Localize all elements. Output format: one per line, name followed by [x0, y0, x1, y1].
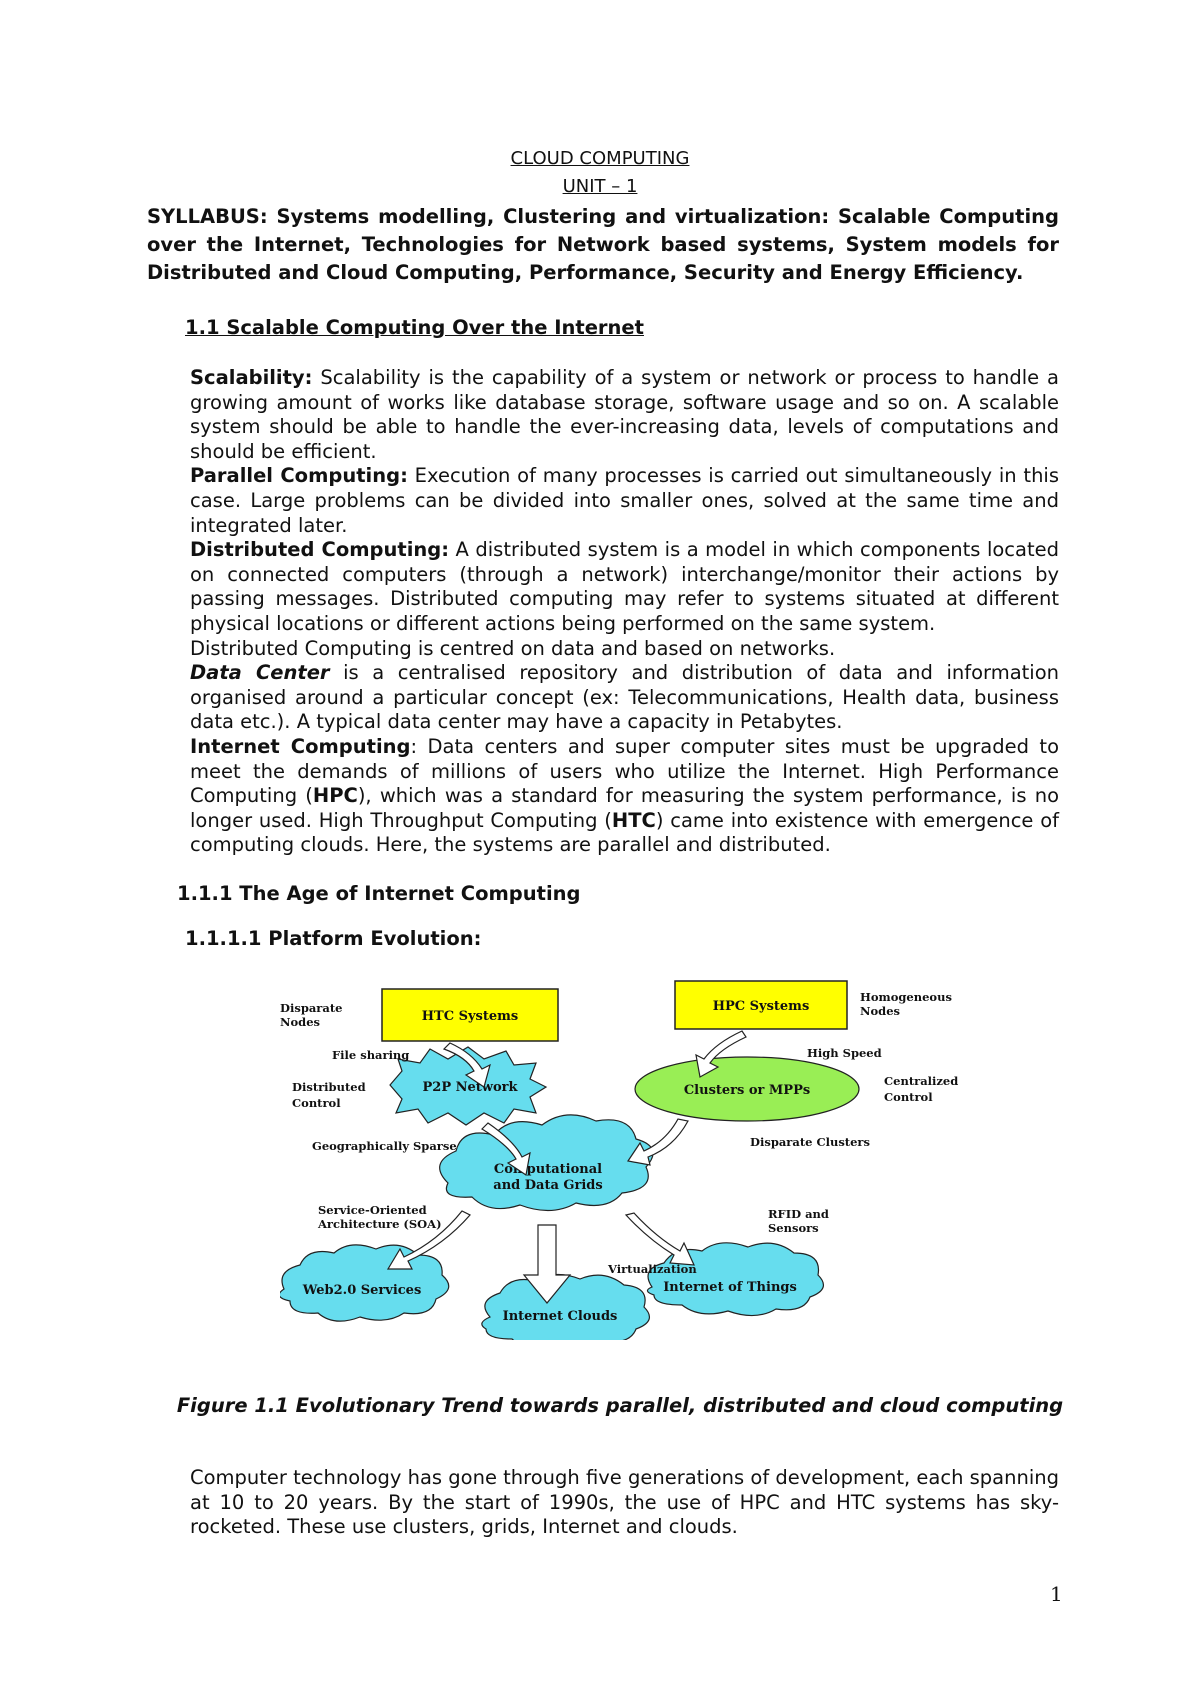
label-geographically-sparse: Geographically Sparse [312, 1139, 457, 1153]
paragraph-text: is a centralised repository and distribution of data and information organised around a particular concept (ex: Telecommunications, Health data, business data etc.). A typical data center may have a capacity in Petabytes. [190, 661, 1060, 734]
iot-label: Internet of Things [663, 1280, 797, 1295]
label-disparate-nodes-2: Nodes [280, 1015, 321, 1029]
paragraph-text: A distributed system is a model in which components located on connected computers (through a network) interchange/monitor their actions by passing messages. Distributed computing may refer to systems situated at different physical locations or different actions being performed on the same system. [190, 538, 1059, 635]
label-distributed-control-1: Distributed [292, 1080, 366, 1094]
label-soa-2: Architecture (SOA) [318, 1217, 442, 1231]
term: Parallel Computing: [190, 464, 408, 488]
label-homogeneous-nodes-1: Homogeneous [860, 990, 952, 1004]
paragraph-distributed [190, 538, 1059, 636]
figure-caption: Figure 1.1 Evolutionary Trend towards parallel, distributed and cloud computing [176, 1394, 1064, 1417]
paragraph-internet-computing [190, 735, 1059, 858]
term: Data Center [190, 661, 330, 685]
label-virtualization: Virtualization [608, 1262, 697, 1276]
paragraph-parallel [190, 464, 1059, 538]
paragraph-text: Execution of many processes is carried out simultaneously in this case. Large problems can be divided into smaller ones, solved at the same time and integrated later. [190, 464, 1060, 537]
internet-clouds-label: Internet Clouds [502, 1309, 618, 1324]
clusters-label: Clusters or MPPs [683, 1083, 811, 1098]
document-title: CLOUD COMPUTING [510, 148, 690, 169]
page-number: 1 [1050, 1582, 1063, 1606]
htc-systems-label: HTC Systems [421, 1009, 519, 1024]
label-rfid-2: Sensors [768, 1221, 819, 1235]
label-soa-1: Service-Oriented [318, 1203, 427, 1217]
label-centralized-control-2: Control [884, 1090, 933, 1104]
hpc-systems-label: HPC Systems [712, 999, 810, 1014]
internet-clouds-shape [482, 1274, 650, 1340]
label-homogeneous-nodes-2: Nodes [860, 1004, 901, 1018]
paragraph-text: ), which was a standard for measuring the system performance, is no longer used. High Throughput Computing ( [190, 784, 1060, 832]
term: Internet Computing [190, 734, 411, 758]
syllabus-text: SYLLABUS: Systems modelling, Clustering and virtualization: Scalable Computing over the Internet, Technologies for Network based systems, System models for Distributed and Cloud Computing, Performance, Security and Energy Efficiency. [147, 205, 1059, 284]
paragraph-data-center [190, 661, 1059, 735]
paragraph-text: : Data centers and super computer sites must be upgraded to meet the demands of millions of users who utilize the Internet. High Performance Computing ( [190, 734, 1060, 808]
label-disparate-clusters: Disparate Clusters [750, 1135, 870, 1149]
paragraph-text: Scalability is the capability of a system or network or process to handle a growing amount of works like database storage, software usage and so on. A scalable system should be able to handle the ever-increasing data, levels of computations and should be efficient. [190, 366, 1059, 463]
subsubsection-heading: 1.1.1.1 Platform Evolution: [185, 927, 482, 950]
subsection-heading: 1.1.1 The Age of Internet Computing [177, 882, 581, 905]
paragraph-text: Distributed Computing is centred on data and based on networks. [190, 636, 836, 660]
label-centralized-control-1: Centralized [884, 1074, 959, 1088]
platform-evolution-diagram [280, 975, 960, 1340]
closing-paragraph: Computer technology has gone through five generations of development, each spanning at 10 to 20 years. By the start of 1990s, the use of HPC and HTC systems has sky-rocketed. These use clusters, grids, Internet and clouds. [190, 1466, 1059, 1539]
unit-heading: UNIT – 1 [562, 176, 638, 197]
section-heading: 1.1 Scalable Computing Over the Internet [185, 316, 644, 339]
grids-label-2: and Data Grids [493, 1178, 603, 1193]
paragraph-scalability [190, 366, 1059, 464]
label-disparate-nodes-1: Disparate [280, 1001, 343, 1015]
label-file-sharing: File sharing [332, 1048, 410, 1062]
label-high-speed: High Speed [807, 1046, 882, 1060]
web20-label: Web2.0 Services [302, 1283, 422, 1298]
grids-label-1: Computational [493, 1162, 603, 1177]
term: Scalability: [190, 366, 313, 389]
body-text [190, 366, 1059, 858]
acronym-hpc: HPC [312, 784, 358, 808]
label-rfid-1: RFID and [768, 1207, 829, 1221]
label-distributed-control-2: Control [292, 1096, 341, 1110]
arrow-grids-to-iot [626, 1213, 694, 1265]
acronym-htc: HTC [611, 808, 656, 832]
paragraph-text: ) came into existence with emergence of computing clouds. Here, the systems are parallel and distributed. [190, 808, 1059, 857]
term: Distributed Computing: [190, 538, 450, 562]
paragraph-distributed-note [190, 637, 1059, 662]
p2p-network-label: P2P Network [422, 1080, 518, 1095]
